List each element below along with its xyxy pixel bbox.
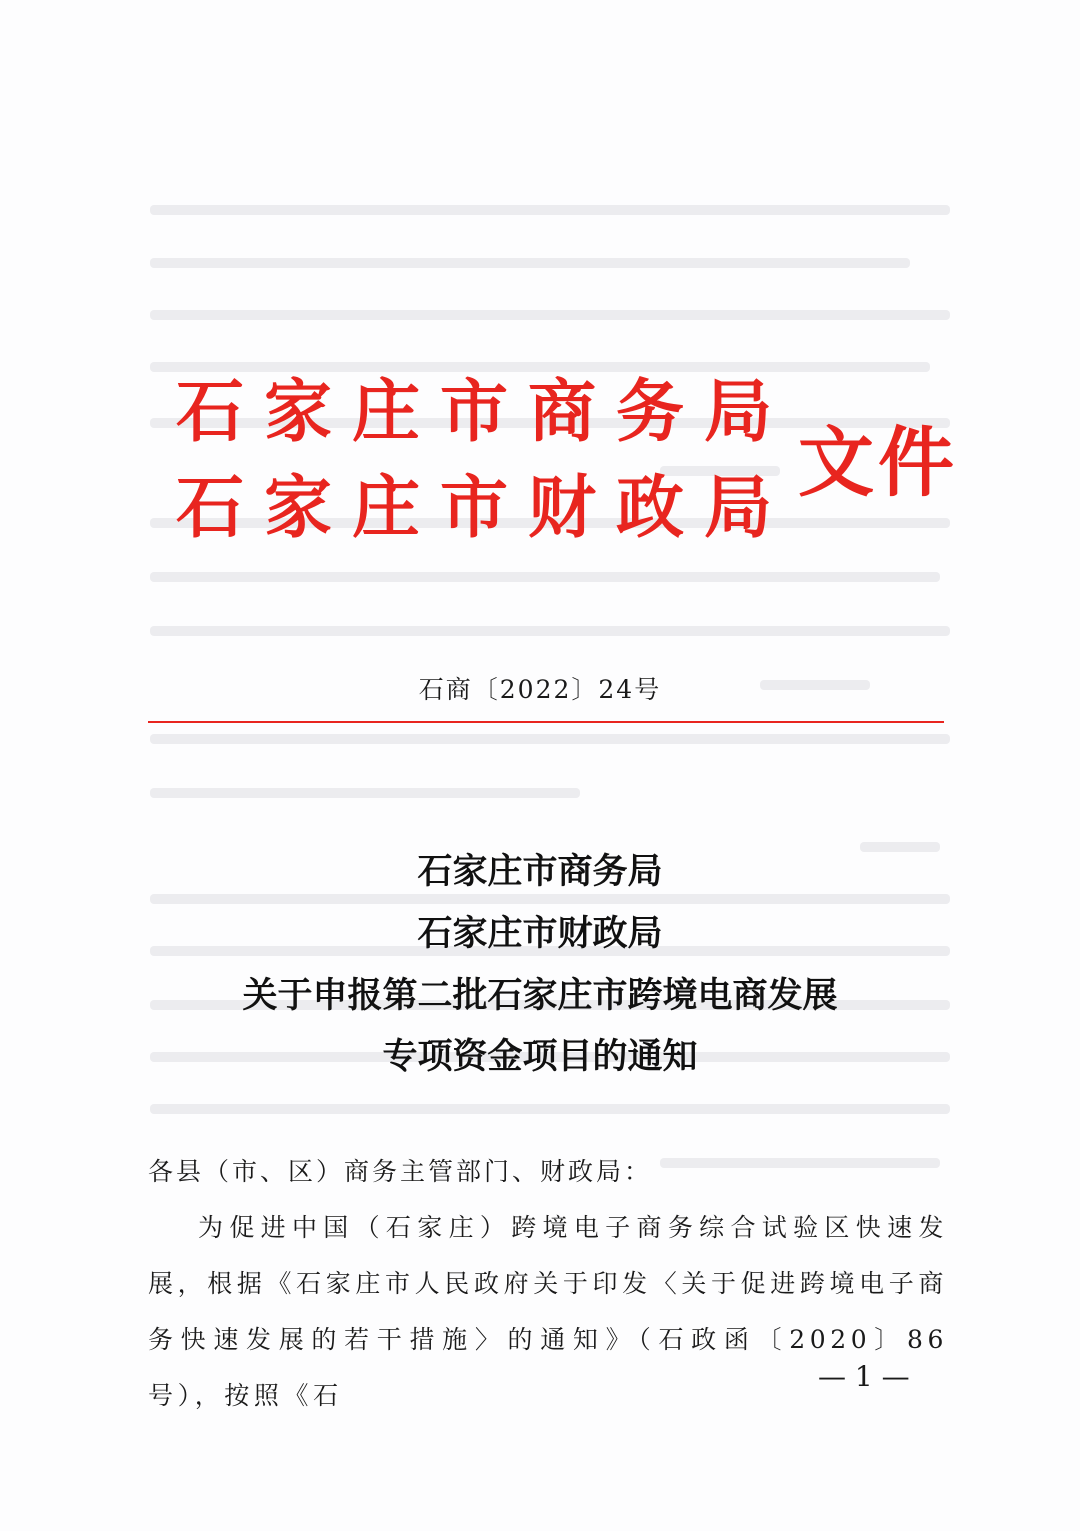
title-line-1: 石家庄市商务局 bbox=[417, 851, 663, 892]
page-number: — 1 — bbox=[818, 1360, 910, 1393]
body-paragraph: 为促进中国（石家庄）跨境电子商务综合试验区快速发展，根据《石家庄市人民政府关于印发〈关于促进跨境电子商务快速发展的若干措施〉的通知》（石政函〔2020〕86号），按照《石 bbox=[148, 1213, 948, 1410]
document-number: 石商〔2022〕24号 bbox=[418, 675, 662, 704]
document-type-label: 文件 bbox=[798, 418, 958, 507]
issuer-name-finance: 石家庄市财政局 bbox=[176, 468, 793, 548]
salutation: 各县（市、区）商务主管部门、财政局： bbox=[148, 1157, 653, 1186]
issuer-name-commerce: 石家庄市商务局 bbox=[176, 372, 793, 452]
title-line-2: 石家庄市财政局 bbox=[417, 913, 663, 954]
red-separator-line bbox=[148, 721, 944, 723]
title-line-4: 专项资金项目的通知 bbox=[382, 1036, 698, 1077]
title-line-3: 关于申报第二批石家庄市跨境电商发展 bbox=[242, 975, 838, 1016]
